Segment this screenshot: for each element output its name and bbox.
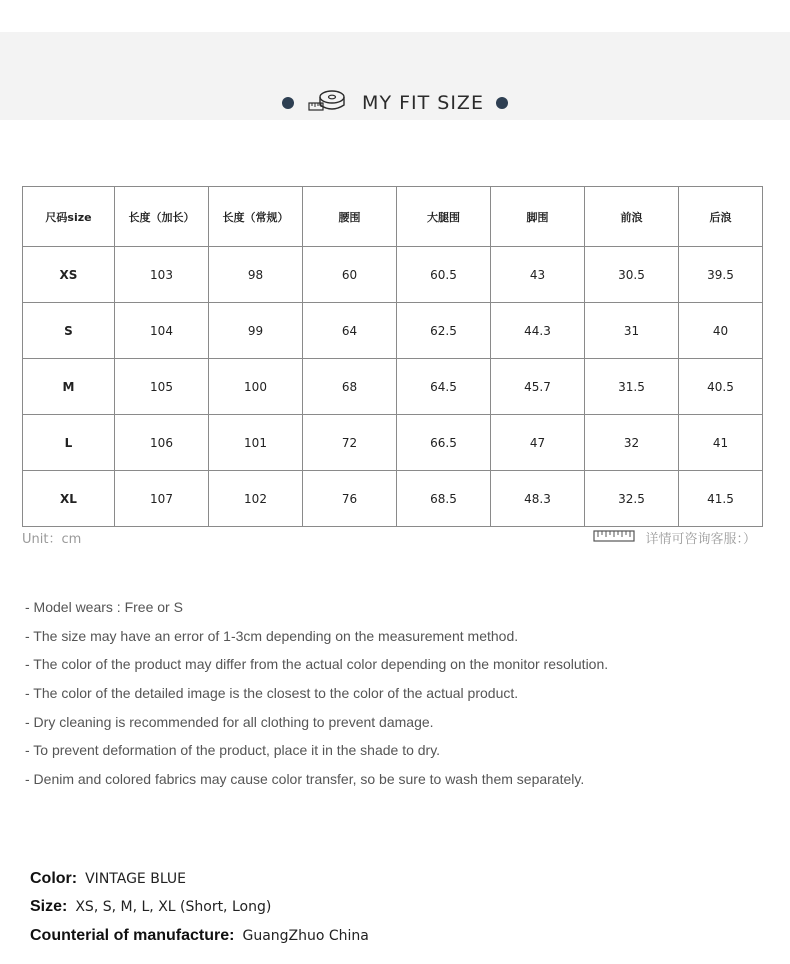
table-cell: 103: [115, 247, 209, 303]
note-item: - The color of the product may differ from the actual color depending on the monitor resolution.: [25, 656, 609, 673]
table-cell: 99: [209, 303, 303, 359]
spec-color-label: Color:: [30, 870, 78, 887]
title-row: [0, 84, 790, 122]
note-item: - The size may have an error of 1-3cm depending on the measurement method.: [25, 627, 519, 644]
table-cell: 101: [209, 415, 303, 471]
table-cell: 64: [303, 303, 397, 359]
column-header: 脚围: [491, 187, 585, 247]
table-cell: 45.7: [491, 359, 585, 415]
column-header: 前浪: [585, 187, 679, 247]
unit-label: Unit：cm: [22, 532, 82, 547]
table-cell: M: [23, 359, 115, 415]
table-header-row: [23, 187, 763, 247]
column-header: 尺码size: [23, 187, 115, 247]
spec-size-label: Size:: [30, 898, 68, 915]
table-cell: L: [23, 415, 115, 471]
column-header: 腰围: [303, 187, 397, 247]
spec-color: [30, 870, 186, 888]
note-item: - To prevent deformation of the product, place it in the shade to dry.: [25, 742, 441, 759]
table-cell: 62.5: [397, 303, 491, 359]
notes-list: [25, 596, 608, 797]
table-row: [23, 303, 763, 359]
table-cell: 41.5: [679, 471, 763, 527]
dot-icon: [496, 97, 508, 109]
table-cell: S: [23, 303, 115, 359]
note-item: - Denim and colored fabrics may cause color transfer, so be sure to wash them separately.: [25, 771, 585, 788]
spec-origin-value: GuangZhuo China: [242, 928, 369, 944]
table-cell: 32.5: [585, 471, 679, 527]
table-row: [23, 359, 763, 415]
consult-text: 详情可咨询客服：）: [645, 532, 756, 547]
table-cell: 30.5: [585, 247, 679, 303]
table-cell: 43: [491, 247, 585, 303]
table-cell: 60.5: [397, 247, 491, 303]
spec-color-value: VINTAGE BLUE: [85, 871, 187, 887]
consult-note: [593, 528, 756, 547]
page-title: MY FIT SIZE: [362, 92, 484, 114]
table-cell: 39.5: [679, 247, 763, 303]
table-cell: 40: [679, 303, 763, 359]
measuring-tape-icon: [308, 89, 348, 118]
table-cell: 106: [115, 415, 209, 471]
table-cell: 105: [115, 359, 209, 415]
note-item: - Dry cleaning is recommended for all clothing to prevent damage.: [25, 713, 434, 730]
size-table: [22, 186, 763, 527]
table-row: [23, 247, 763, 303]
table-cell: 48.3: [491, 471, 585, 527]
table-cell: 68.5: [397, 471, 491, 527]
table-cell: 102: [209, 471, 303, 527]
table-cell: 64.5: [397, 359, 491, 415]
table-cell: 47: [491, 415, 585, 471]
note-item: - The color of the detailed image is the closest to the color of the actual product.: [25, 685, 519, 702]
table-cell: 41: [679, 415, 763, 471]
column-header: 大腿围: [397, 187, 491, 247]
spec-size-value: XS, S, M, L, XL (Short, Long): [75, 899, 272, 915]
table-cell: 40.5: [679, 359, 763, 415]
spec-origin-label: Counterial of manufacture:: [30, 927, 235, 944]
table-cell: 60: [303, 247, 397, 303]
note-item: - Model wears : Free or S: [25, 599, 183, 615]
table-cell: 72: [303, 415, 397, 471]
table-cell: 66.5: [397, 415, 491, 471]
column-header: 长度（加长）: [115, 187, 209, 247]
table-cell: XL: [23, 471, 115, 527]
column-header: 后浪: [679, 187, 763, 247]
table-cell: 31.5: [585, 359, 679, 415]
table-cell: 76: [303, 471, 397, 527]
table-cell: 104: [115, 303, 209, 359]
table-cell: 107: [115, 471, 209, 527]
table-cell: XS: [23, 247, 115, 303]
ruler-icon: [593, 529, 635, 547]
table-cell: 68: [303, 359, 397, 415]
table-cell: 44.3: [491, 303, 585, 359]
spec-size: [30, 898, 271, 916]
table-cell: 32: [585, 415, 679, 471]
dot-icon: [282, 97, 294, 109]
table-row: [23, 471, 763, 527]
table-row: [23, 415, 763, 471]
column-header: 长度（常规）: [209, 187, 303, 247]
spec-origin: [30, 927, 369, 945]
table-cell: 100: [209, 359, 303, 415]
table-cell: 98: [209, 247, 303, 303]
table-cell: 31: [585, 303, 679, 359]
